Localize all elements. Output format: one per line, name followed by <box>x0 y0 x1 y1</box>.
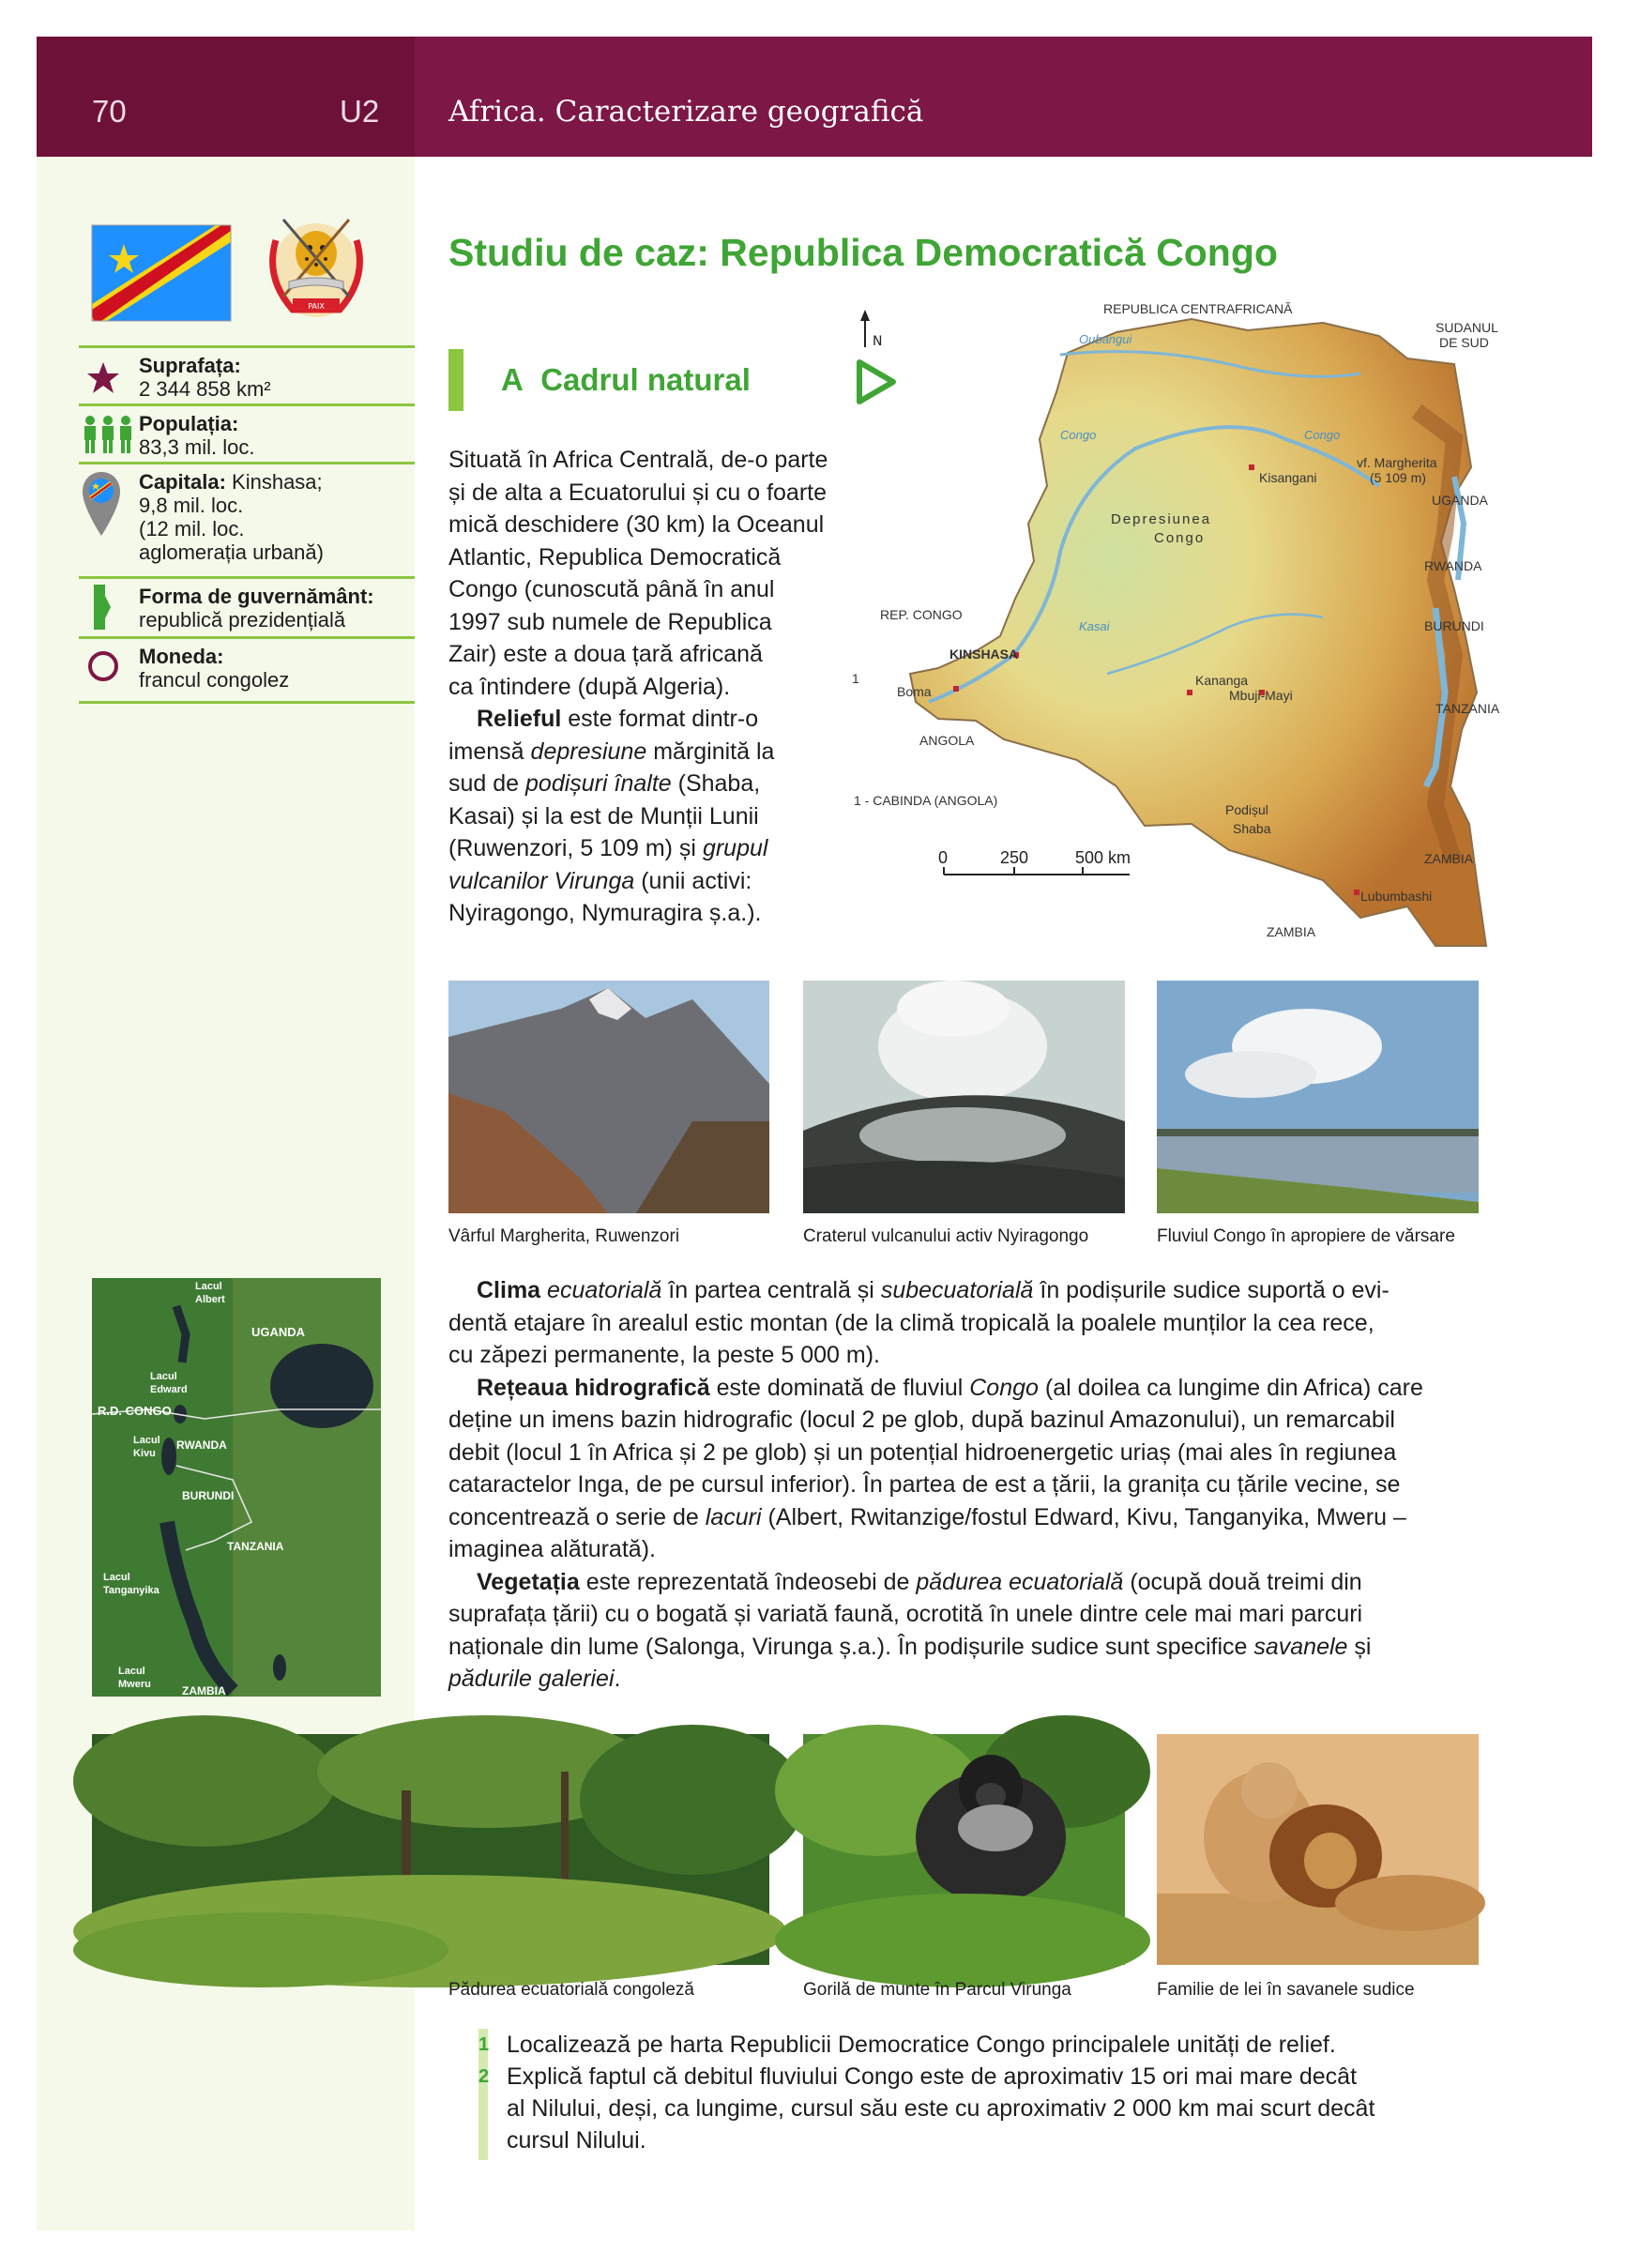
question-text: cursul Nilului. <box>507 2127 646 2154</box>
map-label-burundi: BURUNDI <box>1424 618 1484 633</box>
map-label-plateau: Shaba <box>1233 821 1271 836</box>
map-label-cabinda-marker: 1 <box>852 671 859 686</box>
sat-label: Lacul <box>150 1371 177 1382</box>
vegetation-term: Vegetația <box>477 1568 580 1595</box>
chapter-title: Africa. Caracterizare geografică <box>448 95 924 129</box>
sat-label: Lacul <box>195 1281 222 1292</box>
area-label: Suprafața: <box>139 354 241 377</box>
drc-relief-map <box>835 298 1500 965</box>
map-label-uganda: UGANDA <box>1432 493 1488 508</box>
satellite-lakes-image <box>92 1278 381 1697</box>
climate-text: în podișurile sudice suportă o evi- <box>1033 1277 1390 1303</box>
flag-icon <box>92 585 113 630</box>
question-item <box>478 2029 1492 2061</box>
relief-text: imensă <box>448 738 531 765</box>
question-number: 1 <box>478 2034 490 2055</box>
location-pin-icon <box>81 470 122 538</box>
coat-of-arms <box>255 212 377 328</box>
vegetation-emphasis: pădurile galeriei <box>448 1666 615 1692</box>
map-label-rca: REPUBLICA CENTRAFRICANĂ <box>1103 301 1293 316</box>
people-icon <box>82 416 134 453</box>
vegetation-text: și <box>1347 1633 1372 1660</box>
map-city-kisangani: Kisangani <box>1259 470 1317 485</box>
vegetation-text: naționale din lume (Salonga, Virunga ș.a.). În podișurile sudice sunt specifice <box>448 1633 1254 1660</box>
map-label-zambia: ZAMBIA <box>1424 851 1474 866</box>
caption: Fluviul Congo în apropiere de vărsare <box>1157 1226 1455 1246</box>
section-title: Cadrul natural <box>540 362 751 397</box>
photo-lion-family <box>1157 1734 1479 1965</box>
sat-label: Edward <box>150 1384 188 1395</box>
unit-label: U2 <box>340 94 380 129</box>
photo-equatorial-forest <box>92 1734 769 1965</box>
drc-flag <box>92 225 231 321</box>
intro-line: 1997 sub numele de Republica <box>448 608 772 635</box>
intro-line: mică deschidere (30 km) la Oceanul <box>448 511 825 538</box>
caption: Familie de lei în savanele sudice <box>1157 1980 1415 2000</box>
map-label-repcongo: REP. CONGO <box>880 607 963 622</box>
sat-label: Mweru <box>118 1679 151 1690</box>
photo-margherita-peak <box>448 981 769 1213</box>
relief-emphasis: depresiune <box>530 738 647 765</box>
hydro-text: (al doilea ca lungime din Africa) care <box>1038 1374 1423 1401</box>
relief-term: Relieful <box>477 706 562 732</box>
sat-label: Lacul <box>103 1572 130 1583</box>
map-label-depression: Congo <box>1154 530 1206 546</box>
map-label-angola: ANGOLA <box>919 733 975 748</box>
vegetation-emphasis: savanele <box>1253 1633 1348 1660</box>
caption: Pădurea ecuatorială congoleză <box>448 1980 694 2000</box>
question-text: Explică faptul că debitul fluviului Congo este de aproximativ 15 ori mai mare decât <box>507 2063 1358 2090</box>
photo-mountain-gorilla <box>803 1734 1125 1965</box>
relief-text: (Shaba, <box>671 770 761 797</box>
sat-label: TANZANIA <box>227 1540 284 1553</box>
question-text: Localizează pe harta Republicii Democratice Congo principalele unități de relief. <box>507 2032 1336 2058</box>
relief-emphasis: vulcanilor Virunga <box>448 867 635 894</box>
map-river-oubangui: Oubangui <box>1079 332 1132 346</box>
svg-text:PAIX: PAIX <box>308 302 325 311</box>
hydro-term: Rețeaua hidrografică <box>477 1374 710 1401</box>
map-label-peak: vf. Margherita <box>1357 455 1437 470</box>
climate-emphasis: subecuatorială <box>880 1277 1034 1303</box>
scale-tick: 250 <box>1000 848 1029 867</box>
relief-text: este format dintr-o <box>561 706 759 732</box>
intro-line: Zair) este a doua țară africană <box>448 641 763 667</box>
sat-label: Kivu <box>133 1448 156 1459</box>
intro-line: Atlantic, Republica Democratică <box>448 543 782 571</box>
capital-urban-population: (12 mil. loc. <box>139 517 245 540</box>
map-label-sudan: DE SUD <box>1439 335 1489 350</box>
scale-tick: 500 km <box>1075 848 1131 867</box>
hydro-text: este dominată de fluviul <box>709 1374 970 1401</box>
sat-label: Lacul <box>118 1666 145 1677</box>
photo-nyiragongo-crater <box>803 981 1125 1213</box>
map-label-zambia: ZAMBIA <box>1267 924 1316 939</box>
vegetation-emphasis: pădurea ecuatorială <box>916 1568 1124 1595</box>
intro-paragraph <box>448 444 880 930</box>
map-city-kinshasa: KINSHASA <box>949 647 1019 662</box>
caption: Vârful Margherita, Ruwenzori <box>448 1226 680 1246</box>
section-heading <box>501 362 751 398</box>
photo-congo-river <box>1157 981 1479 1213</box>
hydro-text: imaginea alăturată). <box>448 1536 656 1562</box>
population-value: 83,3 mil. loc. <box>139 435 255 459</box>
relief-emphasis: podișuri înalte <box>525 770 672 797</box>
fact-currency <box>79 636 415 704</box>
population-label: Populația: <box>139 412 239 435</box>
scale-tick: 0 <box>938 848 949 867</box>
relief-text: (unii activi: <box>634 867 752 894</box>
sat-label: ZAMBIA <box>182 1684 226 1697</box>
area-value: 2 344 858 km² <box>139 377 271 401</box>
page-number: 70 <box>92 94 127 129</box>
government-label: Forma de guvernământ: <box>139 585 374 608</box>
fact-government <box>79 576 415 637</box>
hydro-text: deține un imens bazin hidrografic (locul 2 pe glob, după bazinul Amazonului), un remarcabil <box>448 1407 1395 1433</box>
fact-population <box>79 403 415 463</box>
government-value: republică prezidențială <box>139 608 346 632</box>
climate-hydro-vegetation-text <box>448 1274 1481 1696</box>
hydro-text: cataractelor Inga, de pe cursul inferior). În partea de est a țării, la granița cu țările vecine, se <box>448 1471 1401 1498</box>
relief-emphasis: grupul <box>702 835 768 861</box>
sat-label: Lacul <box>133 1435 160 1446</box>
map-label-cabinda: 1 - CABINDA (ANGOLA) <box>854 793 998 808</box>
map-label-tanzania: TANZANIA <box>1435 701 1500 716</box>
hydro-text: debit (locul 1 în Africa și 2 pe glob) și un potențial hidroenergetic uriaș (mai ales în regiunea <box>448 1438 1397 1466</box>
caption: Gorilă de munte în Parcul Virunga <box>803 1980 1071 2000</box>
hydro-text: (Albert, Rwitanzige/fostul Edward, Kivu, Tanganyika, Mweru – <box>761 1503 1406 1530</box>
climate-text: dentă etajare în arealul estic montan (de la climă tropicală la poalele munților la cea rece, <box>448 1309 1374 1336</box>
capital-population: 9,8 mil. loc. <box>139 494 244 517</box>
section-letter: A <box>501 362 524 397</box>
sat-label: RWANDA <box>176 1438 227 1452</box>
relief-text: (Ruwenzori, 5 109 m) și <box>448 835 703 861</box>
map-label-rwanda: RWANDA <box>1424 558 1482 573</box>
map-city-boma: Boma <box>897 684 932 699</box>
sat-label: BURUNDI <box>182 1489 235 1502</box>
climate-text: cu zăpezi permanente, la peste 5 000 m). <box>448 1342 880 1368</box>
relief-text: Kasai) și la est de Munții Lunii <box>448 802 759 830</box>
vegetation-text: este reprezentată îndeosebi de <box>579 1568 917 1595</box>
coin-icon <box>87 650 119 682</box>
sat-label: UGANDA <box>251 1325 306 1339</box>
map-label-plateau: Podișul <box>1225 802 1268 817</box>
map-label-peak: (5 109 m) <box>1370 470 1426 485</box>
map-river-congo: Congo <box>1304 428 1341 442</box>
hydro-emphasis: Congo <box>969 1374 1039 1401</box>
question-text: al Nilului, deși, ca lungime, cursul său este cu aproximativ 2 000 km mai scurt decât <box>507 2095 1375 2122</box>
capital-name: Kinshasa; <box>225 470 323 494</box>
vegetation-text: . <box>614 1666 621 1692</box>
vegetation-text: (ocupă două treimi din <box>1123 1568 1362 1595</box>
section-marker <box>448 349 463 411</box>
map-city-kananga: Kananga <box>1195 673 1249 688</box>
climate-text: în partea centrală și <box>661 1277 881 1303</box>
map-city-mbujimayi: Mbuji-Mayi <box>1229 688 1293 703</box>
relief-text: Nyiragongo, Nymuragira ș.a.). <box>448 900 762 926</box>
fact-area <box>79 345 415 404</box>
intro-line: Situată în Africa Centrală, de-o parte <box>448 447 828 473</box>
question-item <box>478 2061 1492 2156</box>
currency-label: Moneda: <box>139 645 224 668</box>
hydro-emphasis: lacuri <box>705 1503 762 1530</box>
map-river-congo: Congo <box>1060 428 1097 442</box>
map-river-kasai: Kasai <box>1079 619 1110 633</box>
currency-value: francul congolez <box>139 668 290 692</box>
capital-label: Capitala: <box>139 470 226 494</box>
intro-line: și de alta a Ecuatorului și cu o foarte <box>448 479 828 506</box>
map-label-sudan: SUDANUL <box>1435 320 1498 335</box>
intro-line: Congo (cunoscută până în anul <box>448 576 775 602</box>
sat-label: Albert <box>195 1294 225 1305</box>
intro-line: ca întindere (după Algeria). <box>448 673 731 700</box>
map-city-lubumbashi: Lubumbashi <box>1360 889 1433 904</box>
relief-text: mărginită la <box>646 738 775 765</box>
vegetation-text: suprafața țării) cu o bogată și variată faună, ocrotită în unele dintre cele mai mari parcuri <box>448 1601 1363 1627</box>
questions <box>478 2029 1492 2156</box>
question-number: 2 <box>478 2066 490 2087</box>
north-label: N <box>873 334 883 349</box>
caption: Craterul vulcanului activ Nyiragongo <box>803 1226 1089 1246</box>
hydro-text: concentrează o serie de <box>448 1503 706 1530</box>
capital-urban-note: aglomerația urbană) <box>139 540 324 564</box>
case-study-title: Studiu de caz: Republica Democratică Congo <box>448 231 1278 274</box>
fact-capital <box>79 462 415 577</box>
map-scale-bar <box>938 848 1131 875</box>
sat-label: R.D. CONGO <box>98 1404 172 1418</box>
climate-emphasis: ecuatorială <box>540 1277 662 1303</box>
climate-term: Clima <box>477 1277 541 1303</box>
map-label-depression: Depresiunea <box>1111 511 1212 527</box>
star-icon <box>86 361 120 395</box>
sat-label: Tanganyika <box>103 1585 159 1596</box>
relief-text: sud de <box>448 770 526 797</box>
north-arrow-icon <box>860 310 870 347</box>
